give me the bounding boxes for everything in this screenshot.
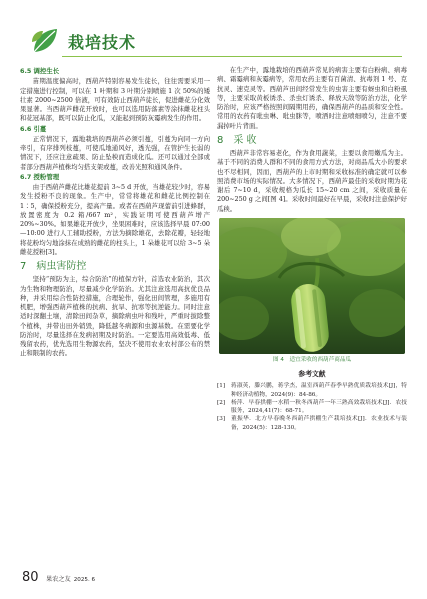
reference-number: [2] [217,399,226,406]
reference-text: 杨萍．早春拱棚一水稻一秋冬西葫芦一年三熟高效栽培技术[J]．农技服务，2024,41(7)：68-71。 [231,399,407,415]
paragraph-6-7: 由于西葫芦雌花比雄花提前 3~5 d 开放，当雄花较少时，容易发生授粉不良的现象。生产中，常常将雄花和雌花比例控制在 1∶5，确保授粉充分，提高产量。或者在西葫芦现蕾前引进蜂群，放置密度为 0.2 箱/667 m²，实践证明可使西葫芦增产 20%~30%。如果雄花开放少，坐果困难时，应该选择早晨 07:00—10:00 进行人工辅助授粉，方法为摘除雄花，去除花瓣，轻轻地将花粉均匀地涂抹在成熟的雌花的柱头上，1 朵雄花可以给 3~5 朵雌花授粉[3]。 [20,183,210,256]
page-number: 80 [22,570,39,585]
page-header [0,18,427,62]
page-footer [0,568,427,590]
section-heading-8 [217,136,407,145]
left-column [20,66,210,360]
reference-number: [3] [217,416,226,423]
right-column [217,66,407,432]
paragraph-8: 西葫芦非常容易老化，作为食用蔬菜，主要以食用嫩瓜为主。基于不同的消费人群和不同的食用方式方法，对商品瓜大小的要求也不尽相同，因而，西葫芦的上市时期和采收标准的确定就可以参照消费市场的实际情况。大多情况下，西葫芦最佳的采收时期为花谢后 7~10 d，采收规格为瓜长 15~20 cm 之间，采收质量在 200~250 g 之间[图 4]。采收时间最好在早晨，采收时注意保护好瓜秧。 [217,149,407,213]
zucchini-photo [219,218,405,354]
journal-title: 果农之友 [46,576,71,583]
reference-item [217,382,407,399]
section-tag: 栽培技术 [68,33,137,52]
subsection-title-6-7: 6.7 授粉管理 [20,172,60,181]
references-title: 参考文献 [298,370,326,378]
section-title-7: 病虫害防控 [36,261,87,272]
section-heading-7 [20,262,210,271]
zucchini-illustration [219,218,405,354]
reference-item [217,415,407,432]
paragraph-6-5: 苗期温度偏高时，西葫芦特别容易发生徒长，往往需要采用一定措施进行控制，可以在 1 叶期和 3 叶期分别喷施 1 次 50%的矮壮素 2000~2500 倍液，可有效防止西葫芦徒长，促进雌花分化效果显著。当西葫芦雌花开放时，也可以选用防落素等涂抹雌花柱头和花冠基部，既可以防止化瓜，又能起到预防灰霉病发生的作用。 [20,77,210,123]
journal-issue: 2025. 6 [73,577,96,583]
reference-text: 董振华．北方早春晚冬西葫芦拱棚生产栽培技术[J]．农业技术与装备，2024(5)：128-130。 [231,416,407,431]
reference-item [217,399,407,416]
paragraph-pests: 在生产中，露地栽培的西葫芦常见的病害主要有白粉病、病毒病、霜霉病和灰霉病等，常用农药主要有百菌清、抗毒剂 1 号、克抗灵、速克灵等。西葫芦田间经常发生的虫害主要有蚜虫和白粉虱等，主要采取黄板诱杀、杀虫灯诱杀、释放天敌等防治方法，化学防治时，应该严格按照间隔期用药，确保西葫芦的品质和安全性。常用的农药有吡虫啉、吡虫脒等，喷洒时注意喷细喷匀，注意不要漏掉叶片背面。 [217,66,407,130]
reference-text: 蒋淑英，滕兴鹏，蒋学杰，温室西葫芦春季早熟优质栽培技术[J]，特种经济动植物，2024(9)：84-86。 [231,383,407,398]
section-title-8: 采 收 [233,134,257,146]
header-rule [62,56,402,57]
reference-number: [1] [217,383,226,390]
section-number-7: 7 [20,261,27,272]
references-list [217,382,407,432]
subsection-title-6-6: 6.6 引蔓 [20,124,47,133]
journal-name [46,574,95,583]
section-number-8: 8 [217,134,224,146]
leaf-icon [30,26,60,56]
paragraph-7: 坚持“预防为主，综合防治”的植保方针，首选农业防治，其次为生物和物理防治，尽量减少化学防治。尤其注意选用高抗优良品种，并采用综合性防控措施，合理轮作，强化田间管理，多施用有机肥，增强西葫芦植株的抗病、抗旱、抗寒等抗逆能力。同时注意适时深翻土壤，清除田间杂草，摘除病虫叶和残叶，严重时拔除整个植株，并带出田外销毁，降低越冬病源和虫源基数。在需要化学防治时，尽量选择在发病初期及时防治。一定要选用高效低毒、低残留农药，优先选用生物源农药，坚决不使用农业农村部公布的禁止和限制的农药。 [20,275,210,358]
subsection-title-6-5: 6.5 调控生长 [20,67,60,75]
paragraph-6-6: 正常情况下，露地栽培的西葫芦必须引蔓，引蔓为向同一方向牵引，有序排列枝蔓，可使瓜地通风好，透光强，在管护生长弱的情况下，还应注意疏果、防止坠秧而造成化瓜。还可以通过全部或者部分西葫芦植株均匀搭支架或蔓，改善光照和通风条件。 [20,134,210,171]
figure-caption: 图 4 适宜采收的西葫芦商品瓜 [272,356,352,363]
